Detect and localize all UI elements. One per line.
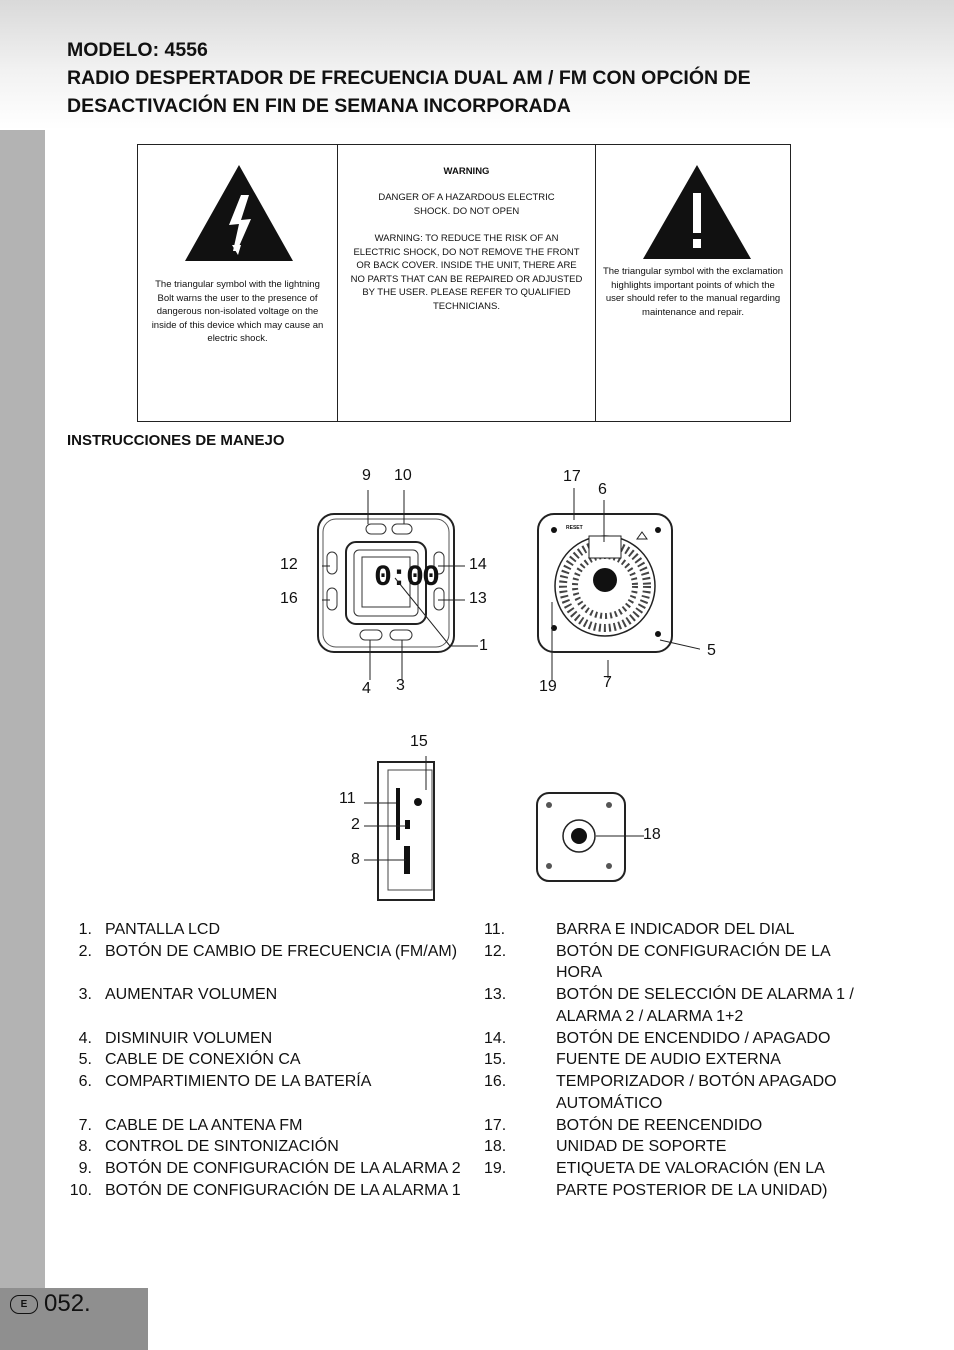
- list-item-number: 4.: [78, 1030, 92, 1047]
- list-item-number: 15.: [484, 1051, 507, 1068]
- list-item: BOTÓN DE CAMBIO DE FRECUENCIA (FM/AM): [105, 943, 458, 960]
- callout-12: 12: [280, 556, 298, 573]
- list-item-number: 13.: [484, 986, 507, 1003]
- callout-15: 15: [410, 733, 428, 750]
- callout-18: 18: [643, 826, 661, 843]
- list-item: CABLE DE CONEXIÓN CA: [105, 1051, 301, 1068]
- list-item-continued: HORA: [556, 964, 603, 981]
- list-item-number: 1.: [78, 921, 92, 938]
- list-item: ETIQUETA DE VALORACIÓN (EN LA: [556, 1160, 825, 1177]
- list-item: PANTALLA LCD: [105, 921, 221, 938]
- title-line-2: RADIO DESPERTADOR DE FRECUENCIA DUAL AM / FM CON OPCIÓN DE: [67, 67, 751, 89]
- list-item: BARRA E INDICADOR DEL DIAL: [556, 921, 795, 938]
- lightning-symbol-text: The triangular symbol with the lightning Bolt warns the user to the presence of dangerous non-isolated voltage on the inside of this device which may cause an electric shock.: [151, 279, 324, 344]
- title-line-3: DESACTIVACIÓN EN FIN DE SEMANA INCORPORADA: [67, 95, 571, 117]
- callout-14: 14: [469, 556, 487, 573]
- list-item: DISMINUIR VOLUMEN: [105, 1030, 273, 1047]
- callout-5: 5: [707, 642, 716, 659]
- list-item: BOTÓN DE SELECCIÓN DE ALARMA 1 /: [556, 986, 854, 1003]
- page-title: [67, 36, 751, 120]
- callout-13: 13: [469, 590, 487, 607]
- lightning-warning-icon: [183, 163, 295, 263]
- list-item-number: 7.: [78, 1117, 92, 1134]
- page-number: 052.: [44, 1290, 91, 1317]
- callout-17: 17: [563, 468, 581, 485]
- list-item: BOTÓN DE ENCENDIDO / APAGADO: [556, 1030, 831, 1047]
- callout-4: 4: [362, 680, 371, 697]
- callout-7: 7: [603, 674, 612, 691]
- list-item: TEMPORIZADOR / BOTÓN APAGADO: [556, 1073, 837, 1090]
- list-item: AUMENTAR VOLUMEN: [105, 986, 278, 1003]
- parts-list-right: [484, 919, 894, 1209]
- list-item-number: 6.: [78, 1073, 92, 1090]
- warning-left-cell: [138, 145, 338, 421]
- callout-3: 3: [396, 677, 405, 694]
- callout-16: 16: [280, 590, 298, 607]
- list-item: CABLE DE LA ANTENA FM: [105, 1117, 303, 1134]
- list-item: COMPARTIMIENTO DE LA BATERÍA: [105, 1073, 372, 1090]
- exclamation-warning-icon: [641, 163, 753, 261]
- list-item: BOTÓN DE REENCENDIDO: [556, 1117, 763, 1134]
- warning-heading: WARNING: [443, 166, 490, 177]
- warning-center-cell: [338, 145, 596, 421]
- title-line-1: MODELO: 4556: [67, 39, 208, 61]
- callout-8: 8: [351, 851, 360, 868]
- warning-instruction-text: WARNING: TO REDUCE THE RISK OF AN ELECTRIC SHOCK, DO NOT REMOVE THE FRONT OR BACK COVER. INSIDE THE UNIT, THERE ARE NO PARTS THAT CAN BE REPAIRED OR ADJUSTED BY THE USER. PLEASE REFER TO QUALIFIED TECHNICIANS.: [350, 233, 583, 312]
- list-item-number: 16.: [484, 1073, 507, 1090]
- language-badge: E: [10, 1295, 38, 1314]
- callout-leader-lines: [300, 460, 700, 900]
- callout-11: 11: [339, 790, 356, 807]
- callout-19: 19: [539, 678, 557, 695]
- callout-10: 10: [394, 467, 412, 484]
- list-item-continued: PARTE POSTERIOR DE LA UNIDAD): [556, 1182, 828, 1199]
- exclamation-symbol-text: The triangular symbol with the exclamation highlights important points of which the user should refer to the manual regarding maintenance and repair.: [602, 266, 784, 318]
- callout-9: 9: [362, 467, 371, 484]
- callout-2: 2: [351, 816, 360, 833]
- list-item-number: 18.: [484, 1138, 507, 1155]
- list-item-number: 2.: [78, 943, 92, 960]
- side-bar: [0, 130, 45, 1288]
- list-item-number: 10.: [69, 1182, 92, 1199]
- list-item-number: 12.: [484, 943, 507, 960]
- list-item: BOTÓN DE CONFIGURACIÓN DE LA: [556, 943, 831, 960]
- parts-list-left: [62, 919, 482, 1209]
- warning-box: [137, 144, 791, 422]
- list-item-number: 8.: [78, 1138, 92, 1155]
- warning-right-cell: [596, 145, 790, 421]
- list-item-number: 17.: [484, 1117, 507, 1134]
- section-title: INSTRUCCIONES DE MANEJO: [67, 432, 285, 449]
- lcd-digits: 0:00: [374, 561, 439, 595]
- list-item-number: 19.: [484, 1160, 507, 1177]
- reset-label: RESET: [566, 525, 583, 531]
- list-item: UNIDAD DE SOPORTE: [556, 1138, 727, 1155]
- list-item: BOTÓN DE CONFIGURACIÓN DE LA ALARMA 2: [105, 1160, 461, 1177]
- list-item-number: 9.: [78, 1160, 92, 1177]
- callout-1: 1: [479, 637, 488, 654]
- callout-6: 6: [598, 481, 607, 498]
- list-item-number: 14.: [484, 1030, 507, 1047]
- list-item: BOTÓN DE CONFIGURACIÓN DE LA ALARMA 1: [105, 1182, 461, 1199]
- list-item-continued: AUTOMÁTICO: [556, 1095, 663, 1112]
- list-item-number: 11.: [484, 921, 506, 938]
- list-item-number: 5.: [78, 1051, 92, 1068]
- list-item: CONTROL DE SINTONIZACIÓN: [105, 1138, 339, 1155]
- list-item-continued: ALARMA 2 / ALARMA 1+2: [556, 1008, 744, 1025]
- warning-danger-text: DANGER OF A HAZARDOUS ELECTRIC SHOCK. DO NOT OPEN: [378, 192, 555, 217]
- list-item: FUENTE DE AUDIO EXTERNA: [556, 1051, 781, 1068]
- list-item-number: 3.: [78, 986, 92, 1003]
